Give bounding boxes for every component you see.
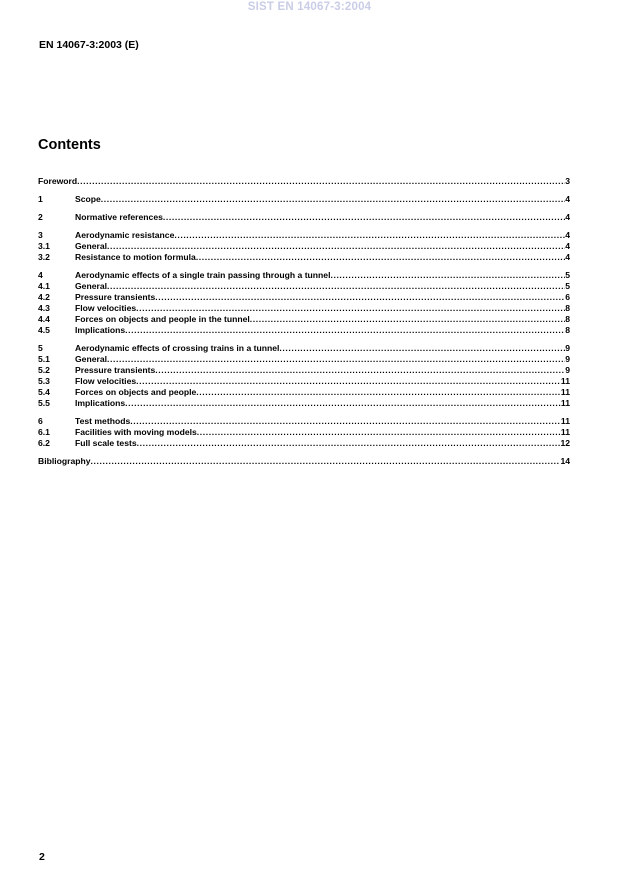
toc-entry-title: Aerodynamic effects of crossing trains in a tunnel (75, 343, 280, 353)
toc-entry[interactable] (38, 314, 570, 324)
toc-entry-page: 11 (560, 398, 570, 408)
toc-entry-number: 3 (38, 230, 43, 240)
toc-entry-number: 6.2 (38, 438, 50, 448)
toc-entry-title: Forces on objects and people (75, 387, 197, 397)
toc-entry-number: 4.5 (38, 325, 50, 335)
toc-entry-title: Pressure transients (75, 365, 156, 375)
toc-dot-leader (330, 270, 565, 280)
toc-entry-title: Normative references (75, 212, 163, 222)
toc-entry-page: 8 (565, 303, 570, 313)
toc-entry[interactable] (38, 387, 570, 397)
toc-dot-leader (91, 456, 561, 466)
toc-entry-number: 3.1 (38, 241, 50, 251)
toc-entry-title: General (75, 354, 108, 364)
toc-entry-title: Facilities with moving models (75, 427, 197, 437)
toc-entry-title: General (75, 241, 108, 251)
toc-dot-leader (130, 416, 561, 426)
toc-entry[interactable] (38, 416, 570, 426)
toc-entry-page: 8 (565, 325, 570, 335)
toc-entry-page: 3 (565, 176, 570, 186)
toc-entry-number: 4.4 (38, 314, 50, 324)
toc-entry-page: 4 (565, 212, 570, 222)
toc-entry[interactable] (38, 438, 570, 448)
toc-dot-leader (155, 365, 565, 375)
toc-entry[interactable] (38, 325, 570, 335)
toc-entry-page: 5 (565, 270, 570, 280)
toc-entry-title: Implications (75, 398, 126, 408)
toc-entry[interactable] (38, 365, 570, 375)
toc-entry-page: 11 (560, 376, 570, 386)
toc-entry-number: 5.4 (38, 387, 50, 397)
toc-entry-number: 5.3 (38, 376, 50, 386)
toc-entry[interactable] (38, 281, 570, 291)
toc-entry-page: 12 (560, 438, 570, 448)
toc-entry-number: 6.1 (38, 427, 50, 437)
toc-dot-leader (279, 343, 565, 353)
toc-entry-page: 4 (565, 241, 570, 251)
toc-entry-number: 4 (38, 270, 43, 280)
page-number: 2 (39, 851, 45, 863)
toc-entry[interactable] (38, 194, 570, 204)
toc-entry-page: 11 (560, 427, 570, 437)
table-of-contents (38, 176, 570, 466)
toc-entry-page: 5 (565, 281, 570, 291)
toc-entry-title: Foreword (38, 176, 78, 186)
toc-dot-leader (197, 427, 561, 437)
toc-entry-page: 9 (565, 354, 570, 364)
toc-entry-title: Pressure transients (75, 292, 156, 302)
toc-dot-leader (107, 354, 565, 364)
contents-heading: Contents (38, 137, 101, 153)
toc-entry[interactable] (38, 252, 570, 262)
toc-entry-title: Flow velocities (75, 376, 137, 386)
toc-entry-number: 4.2 (38, 292, 50, 302)
toc-entry-number: 4.3 (38, 303, 50, 313)
toc-entry-number: 5.1 (38, 354, 50, 364)
toc-entry-title: Test methods (75, 416, 131, 426)
toc-entry-page: 11 (560, 387, 570, 397)
toc-entry-title: Flow velocities (75, 303, 137, 313)
toc-dot-leader (196, 387, 561, 397)
toc-entry-title: Aerodynamic resistance (75, 230, 175, 240)
toc-entry[interactable] (38, 270, 570, 280)
toc-entry-title: General (75, 281, 108, 291)
toc-entry-number: 3.2 (38, 252, 50, 262)
toc-dot-leader (125, 398, 561, 408)
toc-entry-title: Aerodynamic effects of a single train passing through a tunnel (75, 270, 331, 280)
toc-entry[interactable] (38, 212, 570, 222)
toc-entry-number: 5.5 (38, 398, 50, 408)
toc-entry-number: 4.1 (38, 281, 50, 291)
toc-dot-leader (155, 292, 565, 302)
toc-dot-leader (107, 281, 565, 291)
toc-entry-title: Resistance to motion formula (75, 252, 196, 262)
toc-entry-number: 1 (38, 194, 43, 204)
toc-entry-page: 4 (565, 230, 570, 240)
toc-entry-number: 6 (38, 416, 43, 426)
toc-entry[interactable] (38, 176, 570, 186)
toc-entry-title: Implications (75, 325, 126, 335)
toc-dot-leader (196, 252, 565, 262)
toc-dot-leader (137, 438, 561, 448)
toc-entry-title: Bibliography (38, 456, 91, 466)
toc-dot-leader (77, 176, 565, 186)
toc-entry-page: 4 (565, 252, 570, 262)
toc-entry[interactable] (38, 354, 570, 364)
toc-dot-leader (125, 325, 565, 335)
document-identifier: EN 14067-3:2003 (E) (39, 39, 139, 51)
toc-entry[interactable] (38, 230, 570, 240)
toc-entry-page: 11 (560, 416, 570, 426)
toc-entry-number: 5.2 (38, 365, 50, 375)
toc-entry[interactable] (38, 303, 570, 313)
toc-entry-page: 9 (565, 365, 570, 375)
toc-dot-leader (101, 194, 565, 204)
toc-entry[interactable] (38, 292, 570, 302)
toc-entry[interactable] (38, 376, 570, 386)
toc-entry-title: Forces on objects and people in the tunnel (75, 314, 250, 324)
toc-entry[interactable] (38, 398, 570, 408)
toc-dot-leader (250, 314, 565, 324)
toc-dot-leader (163, 212, 565, 222)
toc-entry-title: Full scale tests (75, 438, 137, 448)
toc-entry[interactable] (38, 427, 570, 437)
toc-entry-page: 9 (565, 343, 570, 353)
toc-dot-leader (107, 241, 565, 251)
toc-entry[interactable] (38, 241, 570, 251)
toc-entry-page: 4 (565, 194, 570, 204)
toc-entry-title: Scope (75, 194, 101, 204)
toc-entry-page: 8 (565, 314, 570, 324)
toc-entry-number: 2 (38, 212, 43, 222)
toc-entry-page: 6 (565, 292, 570, 302)
toc-entry[interactable] (38, 343, 570, 353)
toc-entry-page: 14 (560, 456, 570, 466)
watermark: SIST EN 14067-3:2004 (247, 1, 372, 13)
toc-dot-leader (136, 303, 565, 313)
toc-entry-number: 5 (38, 343, 43, 353)
toc-dot-leader (136, 376, 561, 386)
toc-dot-leader (174, 230, 565, 240)
toc-entry[interactable] (38, 456, 570, 466)
